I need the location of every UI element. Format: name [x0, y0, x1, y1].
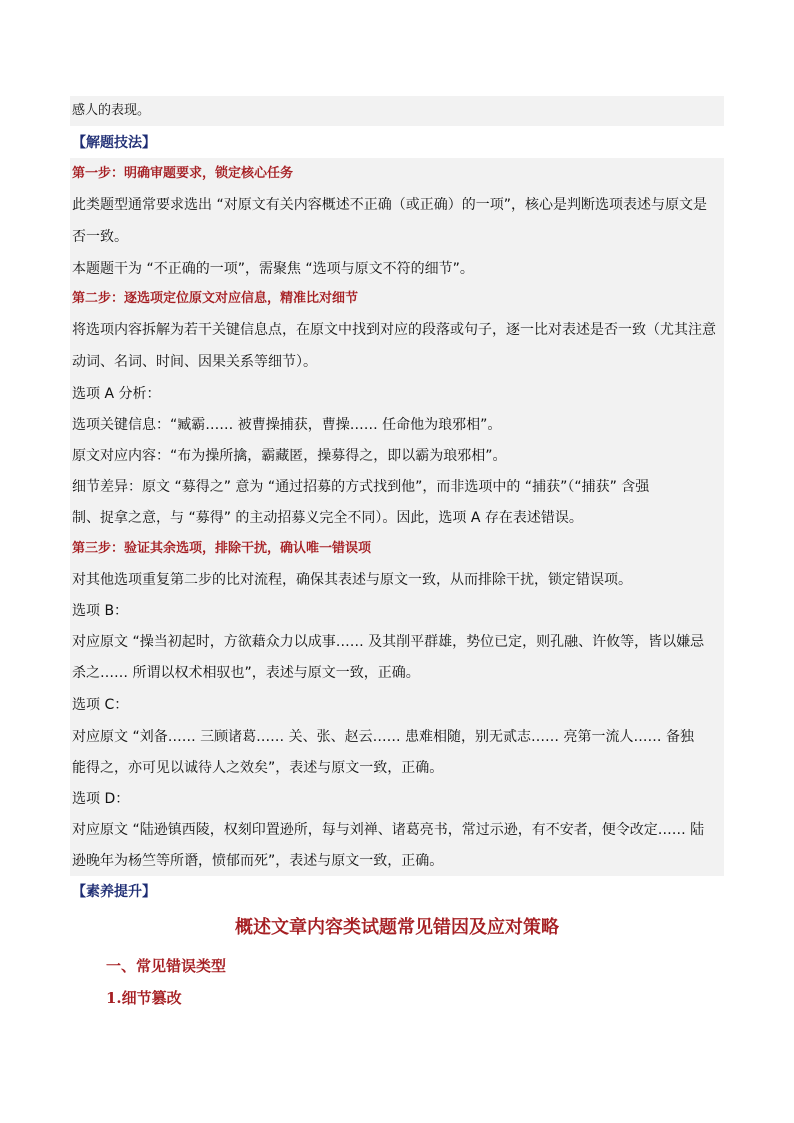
option-d-line1: 对应原文 “陆逊镇西陵，权刻印置逊所，每与刘禅、诸葛亮书，常过示逊，有不安者，便令改定…… 陆	[72, 822, 705, 838]
step2-title: 第二步：逐选项定位原文对应信息，精准比对细节	[72, 291, 359, 306]
option-d-line2: 逊晚年为杨竺等所谮，愤郁而死”，表述与原文一致，正确。	[72, 853, 444, 869]
step1-para1-line2: 否一致。	[72, 229, 128, 245]
step3-title: 第三步：验证其余选项，排除干扰，确认唯一错误项	[72, 541, 372, 556]
article-title: 概述文章内容类试题常见错因及应对策略	[235, 917, 559, 938]
option-c-line2: 能得之，亦可见以诚待人之效矣”，表述与原文一致，正确。	[72, 760, 444, 776]
step3-para1: 对其他选项重复第二步的比对流程，确保其表述与原文一致，从而排除干扰，锁定错误项。	[72, 572, 632, 588]
option-c-line1: 对应原文 “刘备…… 三顾诸葛…… 关、张、赵云…… 患难相随，别无贰志…… 亮第一流人…… 备独	[72, 729, 694, 745]
option-a-diff-line2: 制、捉拿之意，与 “募得” 的主动招募义完全不同）。因此，选项 A 存在表述错误。	[72, 510, 583, 526]
option-b-label: 选项 B：	[72, 603, 129, 619]
step2-para1-line2: 动词、名词、时间、因果关系等细节）。	[72, 354, 317, 370]
option-c-label: 选项 C：	[72, 697, 129, 713]
option-d-label: 选项 D：	[72, 791, 130, 807]
option-a-key-info: 选项关键信息：“臧霸…… 被曹操捕获，曹操…… 任命他为琅邪相”。	[72, 417, 502, 433]
option-a-label: 选项 A 分析：	[72, 386, 161, 402]
step2-para1-line1: 将选项内容拆解为若干关键信息点，在原文中找到对应的段落或句子，逐一比对表述是否一致（尤其注意	[72, 322, 716, 338]
option-b-line2: 杀之…… 所谓以权术相驭也”，表述与原文一致，正确。	[72, 665, 420, 681]
step1-title: 第一步：明确审题要求，锁定核心任务	[72, 166, 294, 181]
step1-para2: 本题题干为 “不正确的一项”，需聚焦 “选项与原文不符的细节”。	[72, 261, 474, 277]
option-a-original: 原文对应内容：“布为操所擒，霸藏匿，操募得之，即以霸为琅邪相”。	[72, 448, 507, 464]
section-heading-suyang: 【素养提升】	[72, 884, 156, 900]
option-a-diff-line1: 细节差异：原文 “募得之” 意为 “通过招募的方式找到他”，而非选项中的 “捕获”（“捕获” 含强	[72, 479, 650, 495]
step1-para1-line1: 此类题型通常要求选出 “对原文有关内容概述不正确（或正确）的一项”，核心是判断选项表述与原文是	[72, 197, 707, 213]
option-b-line1: 对应原文 “操当初起时，方欲藉众力以成事…… 及其削平群雄，势位已定，则孔融、许攸等，皆以嫌忌	[72, 634, 705, 650]
subsection-heading-1-1: 1.细节篡改	[106, 989, 182, 1007]
intro-tail-text: 感人的表现。	[72, 103, 151, 118]
section-heading-jieti: 【解题技法】	[72, 135, 156, 151]
section-heading-1: 一、常见错误类型	[106, 957, 227, 975]
